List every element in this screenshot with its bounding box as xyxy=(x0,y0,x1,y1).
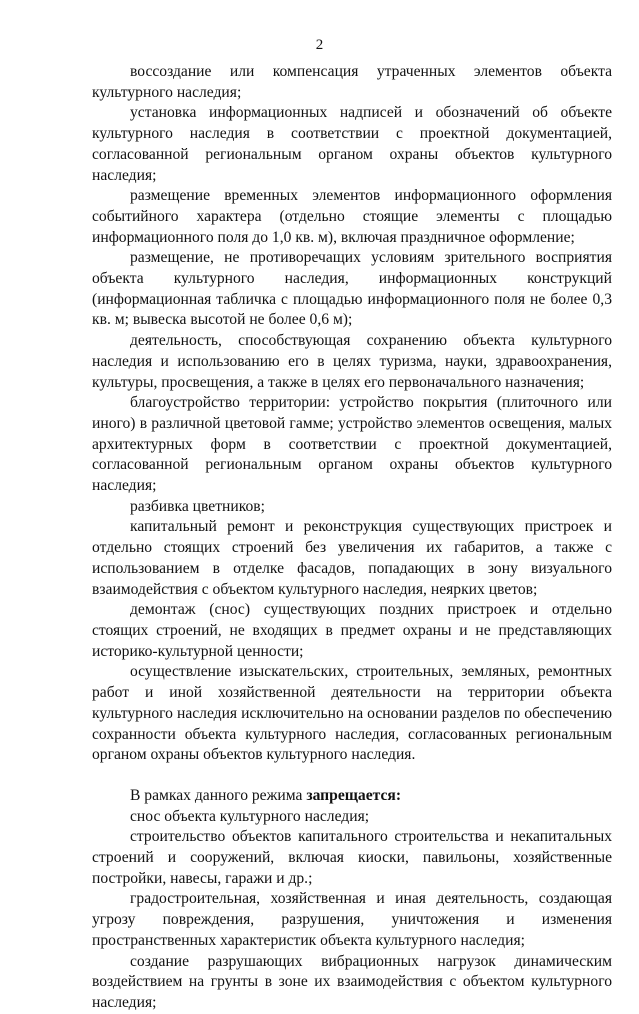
list-item: градостроительная, хозяйственная и иная деятельность, создающая угрозу повреждения, разрушения, уничтожения и изменения пространственных характеристик объекта культурного наследия; xyxy=(92,890,612,949)
regime-intro-bold: запрещается: xyxy=(306,786,402,804)
list-item: размещение временных элементов информационного оформления событийного характера (отдельно стоящие элементы с площадью информационного поля до 1,0 кв. м), включая праздничное оформление; xyxy=(92,187,612,246)
regime-intro: В рамках данного режима xyxy=(130,786,307,804)
regime-heading xyxy=(92,786,612,807)
list-item: воссоздание или компенсация утраченных элементов объекта культурного наследия; xyxy=(92,63,612,101)
list-item: деятельность, способствующая сохранению объекта культурного наследия и использованию его в целях туризма, науки, здравоохранения, культуры, просвещения, а также в целях его первоначального назначения; xyxy=(92,332,612,391)
section-gap xyxy=(92,766,612,786)
list-item: установка информационных надписей и обозначений об объекте культурного наследия в соответствии с проектной документацией, согласованной региональным органом охраны объектов культурного наследия; xyxy=(92,104,612,184)
list-item: благоустройство территории: устройство покрытия (плиточного или иного) в различной цветовой гамме; устройство элементов освещения, малых архитектурных форм в соответствии с проектной документацией, согласованной региональным органом охраны объектов культурного наследия; xyxy=(92,394,612,495)
list-item: капитальный ремонт и реконструкция существующих пристроек и отдельно стоящих строений без увеличения их габаритов, а также с использованием в отделке фасадов, попадающих в зону визуального взаимодействия с объектом культурного наследия, неярких цветов; xyxy=(92,518,612,598)
list-item: строительство объектов капитального строительства и некапитальных строений и сооружений, включая киоски, павильоны, хозяйственные постройки, навесы, гаражи и др.; xyxy=(92,828,612,887)
document-body xyxy=(92,62,612,1014)
list-item: снос объекта культурного наследия; xyxy=(130,807,370,825)
list-item: создание разрушающих вибрационных нагрузок динамическим воздействием на грунты в зоне их взаимодействия с объектом культурного наследия; xyxy=(92,952,612,1011)
list-item: демонтаж (снос) существующих поздних пристроек и отдельно стоящих строений, не входящих в предмет охраны и не представляющих историко-культурной ценности; xyxy=(92,601,612,660)
list-item: разбивка цветников; xyxy=(130,497,265,515)
list-item: размещение, не противоречащих условиям зрительного восприятия объекта культурного наследия, информационных конструкций (информационная табличка с площадью информационного поля не более 0,3 кв. м; вывеска высотой не более 0,6 м); xyxy=(92,249,612,329)
page-number: 2 xyxy=(315,37,324,53)
list-item: осуществление изыскательских, строительных, земляных, ремонтных работ и иной хозяйственной деятельности на территории объекта культурного наследия исключительно на основании разделов по обеспечению сохранности объекта культурного наследия, согласованных региональным органом охраны объектов культурного наследия. xyxy=(92,663,612,764)
